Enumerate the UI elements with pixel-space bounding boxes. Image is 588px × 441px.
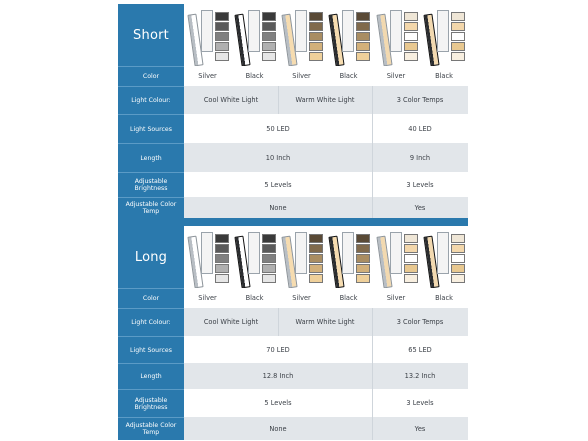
brightness-step-image (356, 234, 370, 243)
package-card-image (437, 10, 449, 52)
brightness-step-image (451, 244, 465, 253)
color-cell: Silver (278, 288, 325, 308)
brightness-step-image (215, 274, 229, 283)
brightness-step-image (309, 12, 323, 21)
brightness-step-image (262, 254, 276, 263)
brightness-cell: 5 Levels (184, 389, 372, 417)
brightness-step-image (356, 22, 370, 31)
color-cell: Black (420, 66, 468, 86)
brightness-step-image (309, 42, 323, 51)
brightness-step-image (404, 244, 418, 253)
brightness-step-image (404, 264, 418, 273)
length-cell: 12.8 Inch (184, 363, 372, 389)
length-cell: 10 Inch (184, 143, 372, 172)
brightness-step-image (356, 12, 370, 21)
row-label-adjustable-color-temp: Adjustable Color Temp (118, 417, 184, 440)
brightness-step-image (309, 32, 323, 41)
brightness-step-image (356, 264, 370, 273)
package-card-image (342, 10, 354, 52)
product-thumbnail (326, 228, 372, 286)
brightness-step-image (215, 52, 229, 61)
color-cell: Black (325, 288, 372, 308)
color-cell: Silver (184, 66, 231, 86)
column-divider (372, 86, 373, 218)
brightness-step-image (404, 32, 418, 41)
row-label-length: Length (118, 363, 184, 389)
brightness-step-image (309, 274, 323, 283)
brightness-step-image (451, 52, 465, 61)
brightness-cell: 3 Levels (372, 389, 468, 417)
brightness-step-image (404, 254, 418, 263)
product-thumbnail (232, 228, 278, 286)
product-thumbnail (421, 228, 467, 286)
product-thumbnail (185, 6, 231, 64)
light-colour-cell: Warm White Light (278, 86, 372, 114)
section-title: Short (118, 4, 184, 66)
brightness-step-image (215, 254, 229, 263)
length-cell: 9 Inch (372, 143, 468, 172)
brightness-step-image (215, 32, 229, 41)
brightness-step-image (451, 234, 465, 243)
brightness-step-image (262, 42, 276, 51)
brightness-step-image (356, 52, 370, 61)
package-card-image (248, 232, 260, 274)
light-colour-cell: Cool White Light (184, 308, 278, 336)
brightness-step-image (356, 244, 370, 253)
package-card-image (437, 232, 449, 274)
length-cell: 13.2 Inch (372, 363, 468, 389)
brightness-step-image (262, 264, 276, 273)
light-colour-cell: Cool White Light (184, 86, 278, 114)
brightness-step-image (262, 234, 276, 243)
brightness-step-image (451, 12, 465, 21)
brightness-cell: 5 Levels (184, 172, 372, 197)
product-thumbnail (326, 6, 372, 64)
brightness-step-image (404, 274, 418, 283)
brightness-step-image (215, 234, 229, 243)
brightness-step-image (215, 244, 229, 253)
brightness-step-image (356, 32, 370, 41)
package-card-image (201, 232, 213, 274)
brightness-step-image (215, 12, 229, 21)
brightness-step-image (451, 42, 465, 51)
color-temp-cell: Yes (372, 197, 468, 218)
package-card-image (390, 232, 402, 274)
brightness-step-image (262, 12, 276, 21)
comparison-sheet (118, 4, 468, 441)
brightness-step-image (404, 52, 418, 61)
color-cell: Black (420, 288, 468, 308)
brightness-step-image (215, 42, 229, 51)
brightness-step-image (356, 254, 370, 263)
brightness-step-image (356, 274, 370, 283)
product-thumbnail (279, 228, 325, 286)
product-image-row (184, 4, 468, 66)
brightness-step-image (262, 22, 276, 31)
color-temp-cell: None (184, 417, 372, 440)
product-thumbnail (232, 6, 278, 64)
row-label-light-sources: Light Sources (118, 114, 184, 143)
brightness-step-image (262, 244, 276, 253)
color-temp-cell: Yes (372, 417, 468, 440)
brightness-step-image (451, 254, 465, 263)
color-temp-cell: None (184, 197, 372, 218)
product-thumbnail (185, 228, 231, 286)
light-sources-cell: 65 LED (372, 336, 468, 363)
brightness-cell: 3 Levels (372, 172, 468, 197)
product-thumbnail (374, 6, 420, 64)
brightness-step-image (451, 32, 465, 41)
color-cell: Silver (372, 66, 420, 86)
product-image-row (184, 226, 468, 288)
light-sources-cell: 40 LED (372, 114, 468, 143)
product-thumbnail (374, 228, 420, 286)
brightness-step-image (215, 22, 229, 31)
brightness-step-image (451, 22, 465, 31)
row-label-adjustable-brightness: Adjustable Brightness (118, 389, 184, 417)
row-label-light-colour: Light Colour: (118, 86, 184, 114)
color-cell: Silver (278, 66, 325, 86)
brightness-step-image (451, 274, 465, 283)
light-sources-cell: 70 LED (184, 336, 372, 363)
brightness-step-image (309, 264, 323, 273)
brightness-step-image (309, 22, 323, 31)
column-divider (278, 86, 279, 114)
color-cell: Black (231, 288, 278, 308)
package-card-image (295, 232, 307, 274)
brightness-step-image (356, 42, 370, 51)
row-label-adjustable-color-temp: Adjustable Color Temp (118, 197, 184, 218)
column-divider (372, 308, 373, 440)
color-cell: Silver (372, 288, 420, 308)
brightness-step-image (309, 52, 323, 61)
column-divider (278, 308, 279, 336)
package-card-image (248, 10, 260, 52)
package-card-image (342, 232, 354, 274)
row-label-color: Color (118, 66, 184, 86)
brightness-step-image (404, 234, 418, 243)
light-colour-cell: 3 Color Temps (372, 308, 468, 336)
light-colour-cell: 3 Color Temps (372, 86, 468, 114)
row-label-adjustable-brightness: Adjustable Brightness (118, 172, 184, 197)
row-label-length: Length (118, 143, 184, 172)
product-thumbnail (279, 6, 325, 64)
brightness-step-image (404, 42, 418, 51)
brightness-step-image (451, 264, 465, 273)
row-label-light-colour: Light Colour: (118, 308, 184, 336)
brightness-step-image (215, 264, 229, 273)
light-colour-cell: Warm White Light (278, 308, 372, 336)
color-cell: Black (231, 66, 278, 86)
package-card-image (390, 10, 402, 52)
brightness-step-image (262, 274, 276, 283)
light-sources-cell: 50 LED (184, 114, 372, 143)
brightness-step-image (309, 234, 323, 243)
row-label-light-sources: Light Sources (118, 336, 184, 363)
product-thumbnail (421, 6, 467, 64)
color-cell: Black (325, 66, 372, 86)
brightness-step-image (404, 12, 418, 21)
brightness-step-image (262, 32, 276, 41)
brightness-step-image (404, 22, 418, 31)
brightness-step-image (262, 52, 276, 61)
color-cell: Silver (184, 288, 231, 308)
brightness-step-image (309, 244, 323, 253)
section-title: Long (118, 226, 184, 288)
row-label-color: Color (118, 288, 184, 308)
package-card-image (201, 10, 213, 52)
package-card-image (295, 10, 307, 52)
brightness-step-image (309, 254, 323, 263)
